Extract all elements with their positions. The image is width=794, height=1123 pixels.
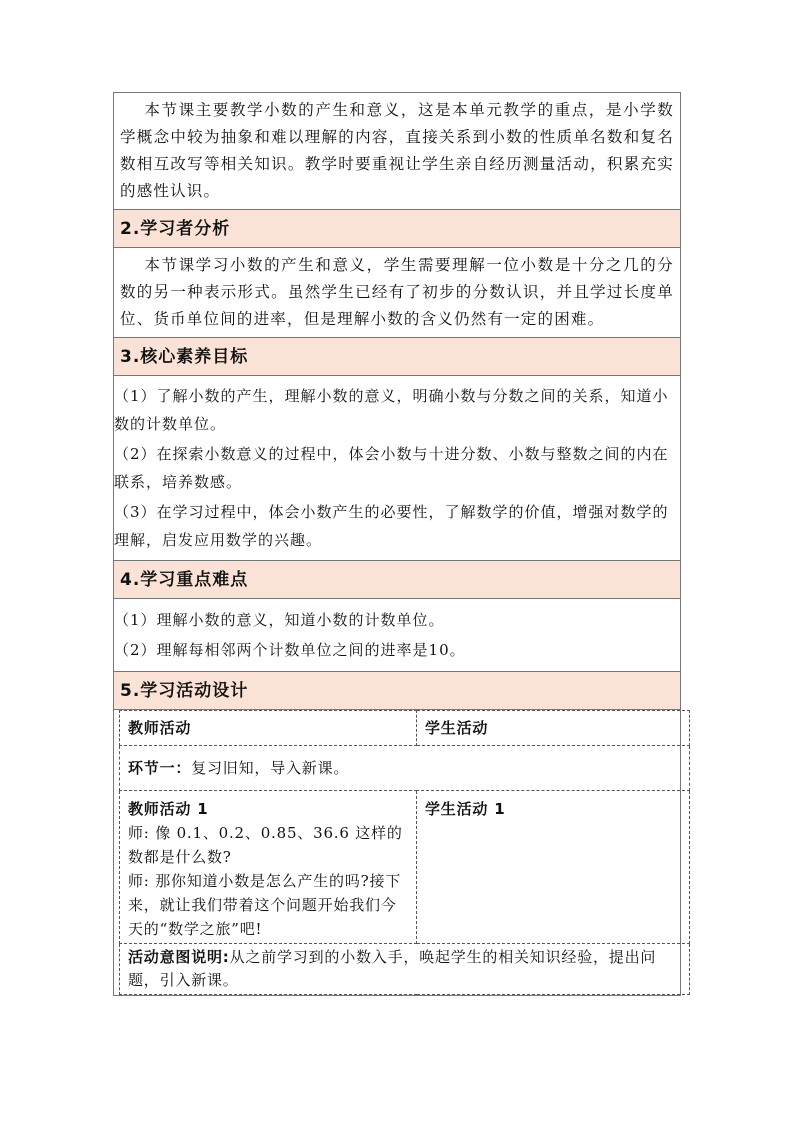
intent-text: 从之前学习到的小数入手，唤起学生的相关知识经验，提出问题，引入新课。	[128, 948, 657, 989]
goal-item: （2）在探索小数意义的过程中，体会小数与十进分数、小数与整数之间的内在联系，培养数感。	[114, 445, 669, 491]
intro-paragraph: 本节课主要教学小数的产生和意义，这是本单元教学的重点，是小学数学概念中较为抽象和难以理解的内容，直接关系到小数的性质单名数和复名数相互改写等相关知识。教学时要重视让学生亲自经历测量活动，积累充实的感性认识。	[120, 101, 674, 200]
student-activity-1-label: 学生活动 1	[425, 800, 506, 818]
activity-header-row	[120, 711, 690, 746]
key-points-list	[113, 598, 681, 671]
learner-analysis-heading: 2.学习者分析	[113, 209, 681, 247]
stage-one-cell	[120, 746, 690, 791]
key-point-item: （2）理解每相邻两个计数单位之间的进率是10。	[114, 641, 466, 659]
lesson-document	[113, 92, 681, 996]
intro-section	[113, 92, 681, 209]
stage-one-label: 环节一：	[128, 759, 192, 777]
teacher-activity-cell	[120, 791, 417, 944]
teacher-activity-1-label: 教师活动 1	[128, 800, 209, 818]
intent-row	[120, 944, 690, 995]
intent-cell	[120, 944, 690, 995]
key-points-heading: 4.学习重点难点	[113, 560, 681, 598]
stage-one-text: 复习旧知，导入新课。	[191, 759, 350, 777]
goal-item: （1）了解小数的产生，理解小数的意义，明确小数与分数之间的关系，知道小数的计数单位。	[114, 387, 669, 433]
activity-body-row	[120, 791, 690, 944]
key-point-item: （1）理解小数的意义，知道小数的计数单位。	[114, 611, 445, 629]
stage-row	[120, 746, 690, 791]
activity-table	[119, 710, 690, 995]
student-activity-cell	[417, 791, 690, 944]
core-goals-heading: 3.核心素养目标	[113, 337, 681, 375]
teacher-activity-header: 教师活动	[120, 711, 417, 746]
core-goals-list	[113, 375, 681, 560]
student-activity-header: 学生活动	[417, 711, 690, 746]
activity-section	[113, 709, 681, 996]
intent-label: 活动意图说明:	[128, 948, 230, 966]
goal-item: （3）在学习过程中，体会小数产生的必要性，了解数学的价值，增强对数学的理解，启发应用数学的兴趣。	[114, 503, 669, 549]
teacher-line: 师: 像 0.1、0.2、0.85、36.6 这样的数都是什么数?	[128, 824, 403, 866]
teacher-line: 师: 那你知道小数是怎么产生的吗?接下来，就让我们带着这个问题开始我们今天的“数学之旅”吧!	[128, 872, 402, 938]
activity-design-heading: 5.学习活动设计	[113, 671, 681, 709]
learner-analysis-text: 本节课学习小数的产生和意义，学生需要理解一位小数是十分之几的分数的另一种表示形式。虽然学生已经有了初步的分数认识，并且学过长度单位、货币单位间的进率，但是理解小数的含义仍然有一定的困难。	[120, 256, 674, 328]
learner-analysis-section	[113, 247, 681, 337]
